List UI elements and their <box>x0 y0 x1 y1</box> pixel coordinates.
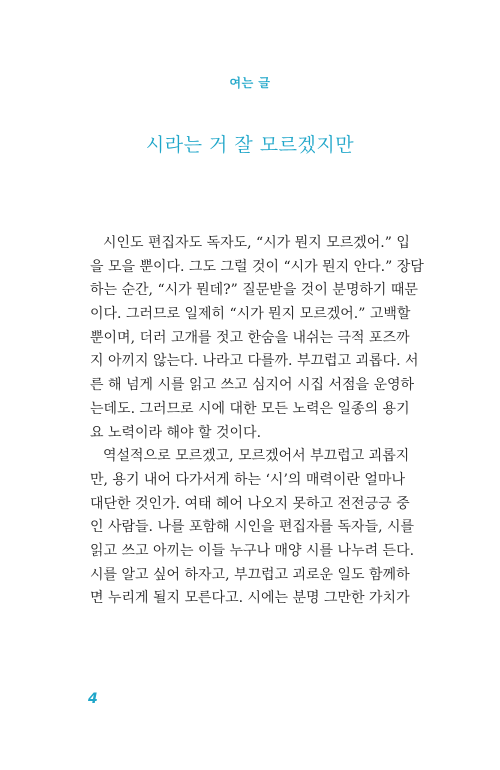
section-label: 여는 글 <box>229 76 271 90</box>
text-line: 인 사람들. 나를 포함해 시인을 편집자를 독자들, 시를 <box>90 519 415 536</box>
text-line: 읽고 쓰고 아끼는 이들 누구나 매양 시를 나누려 든다. <box>90 542 415 559</box>
text-line: 시인도 편집자도 독자도, “시가 뭔지 모르겠어.” 입 <box>103 235 410 251</box>
text-line: 하는 순간, “시가 뭔데?” 질문받을 것이 분명하기 때문 <box>90 282 418 299</box>
text-line: 는데도. 그러므로 시에 대한 모든 노력은 일종의 용기 <box>90 400 410 417</box>
text-line: 시를 알고 싶어 하자고, 부끄럽고 괴로운 일도 함께하 <box>90 566 410 583</box>
text-line: 만, 용기 내어 다가서게 하는 ‘시’의 매력이란 얼마나 <box>90 471 405 488</box>
text-line: 뿐이며, 더러 고개를 젓고 한숨을 내쉬는 극적 포즈까 <box>90 329 410 346</box>
text-line: 역설적으로 모르겠고, 모르겠어서 부끄럽고 괴롭지 <box>103 448 410 465</box>
body-text <box>90 232 424 611</box>
text-line: 을 모을 뿐이다. 그도 그럴 것이 “시가 뭔지 안다.” 장담 <box>90 258 424 275</box>
text-line: 요 노력이라 해야 할 것이다. <box>90 424 262 441</box>
text-line: 대단한 것인가. 여태 헤어 나오지 못하고 전전긍긍 중 <box>90 495 410 512</box>
chapter-title: 시라는 거 잘 모르겠지만 <box>145 134 355 156</box>
text-line: 지 아끼지 않는다. 나라고 다를까. 부끄럽고 괴롭다. 서 <box>90 353 419 370</box>
text-line: 면 누리게 될지 모른다고. 시에는 분명 그만한 가치가 <box>90 590 410 607</box>
page-number: 4 <box>88 691 98 707</box>
text-line: 이다. 그러므로 일제히 “시가 뭔지 모르겠어.” 고백할 <box>90 306 411 323</box>
text-line: 른 해 넘게 시를 읽고 쓰고 심지어 시집 서점을 운영하 <box>90 377 415 394</box>
